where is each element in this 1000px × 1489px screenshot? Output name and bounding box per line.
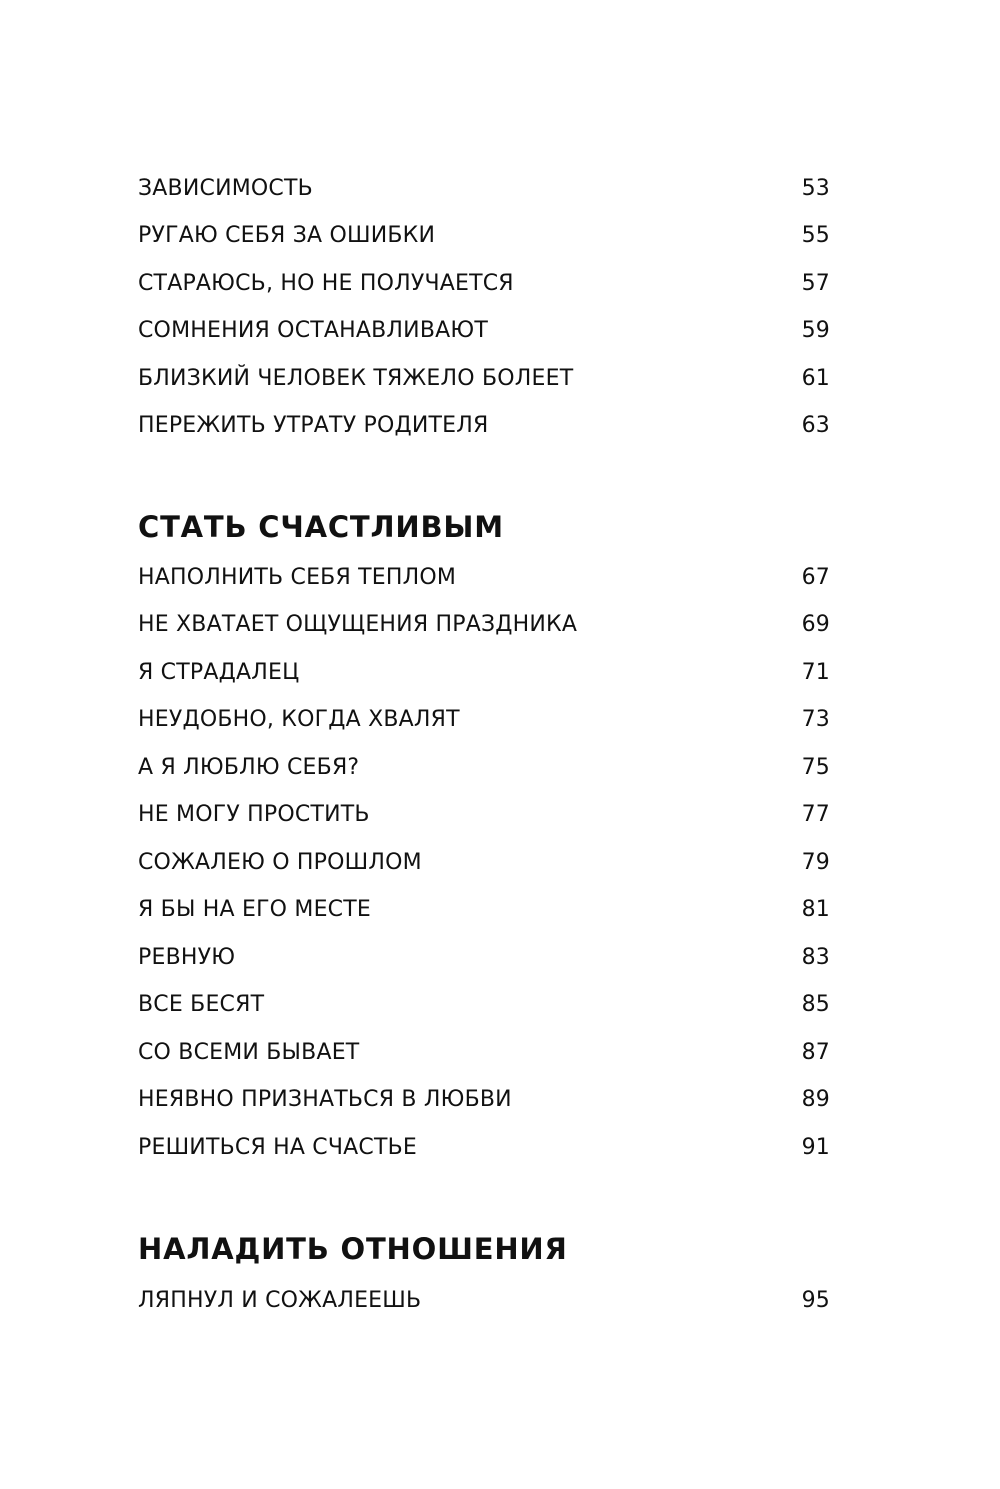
toc-entry[interactable] bbox=[138, 846, 830, 878]
toc-entry[interactable] bbox=[138, 1083, 830, 1115]
toc-entry-title: ВСЕ БЕСЯТ bbox=[138, 991, 265, 1017]
toc-entry[interactable] bbox=[138, 172, 830, 204]
toc-entry-title: Я БЫ НА ЕГО МЕСТЕ bbox=[138, 896, 371, 922]
toc-entry-page: 53 bbox=[801, 175, 830, 201]
toc-entry[interactable] bbox=[138, 751, 830, 783]
toc-entry-page: 91 bbox=[801, 1134, 830, 1160]
toc-entry-page: 61 bbox=[801, 365, 830, 391]
toc-entry-title: НАПОЛНИТЬ СЕБЯ ТЕПЛОМ bbox=[138, 564, 457, 590]
toc-entry-page: 83 bbox=[801, 944, 830, 970]
toc-entry-title: СОМНЕНИЯ ОСТАНАВЛИВАЮТ bbox=[138, 317, 488, 343]
toc-entry[interactable] bbox=[138, 941, 830, 973]
toc-entry[interactable] bbox=[138, 893, 830, 925]
toc-entry-title: ЛЯПНУЛ И СОЖАЛЕЕШЬ bbox=[138, 1287, 422, 1313]
toc-entry-title: ПЕРЕЖИТЬ УТРАТУ РОДИТЕЛЯ bbox=[138, 412, 489, 438]
toc-entry-title: Я СТРАДАЛЕЦ bbox=[138, 659, 300, 685]
toc-entry-title: НЕЯВНО ПРИЗНАТЬСЯ В ЛЮБВИ bbox=[138, 1086, 512, 1112]
toc-entry-title: РУГАЮ СЕБЯ ЗА ОШИБКИ bbox=[138, 222, 436, 248]
toc-entry-title: РЕВНУЮ bbox=[138, 944, 236, 970]
toc-entry[interactable] bbox=[138, 1131, 830, 1163]
toc-entry-page: 71 bbox=[801, 659, 830, 685]
toc-entry-title: СОЖАЛЕЮ О ПРОШЛОМ bbox=[138, 849, 422, 875]
toc-entry[interactable] bbox=[138, 656, 830, 688]
toc-entry-page: 85 bbox=[801, 991, 830, 1017]
toc-entry-page: 73 bbox=[801, 706, 830, 732]
toc-entry-title: ЗАВИСИМОСТЬ bbox=[138, 175, 313, 201]
toc-entry-title: РЕШИТЬСЯ НА СЧАСТЬЕ bbox=[138, 1134, 417, 1160]
section-heading: СТАТЬ СЧАСТЛИВЫМ bbox=[138, 510, 504, 544]
toc-entry-title: СО ВСЕМИ БЫВАЕТ bbox=[138, 1039, 360, 1065]
toc-entry-page: 59 bbox=[801, 317, 830, 343]
toc-entry[interactable] bbox=[138, 267, 830, 299]
toc-entry-page: 95 bbox=[801, 1287, 830, 1313]
toc-entry-page: 67 bbox=[801, 564, 830, 590]
toc-entry[interactable] bbox=[138, 703, 830, 735]
toc-entry-page: 77 bbox=[801, 801, 830, 827]
toc-entry-page: 63 bbox=[801, 412, 830, 438]
toc-entry[interactable] bbox=[138, 608, 830, 640]
toc-entry[interactable] bbox=[138, 1036, 830, 1068]
toc-entry-title: НЕ ХВАТАЕТ ОЩУЩЕНИЯ ПРАЗДНИКА bbox=[138, 611, 578, 637]
toc-entry-page: 75 bbox=[801, 754, 830, 780]
toc-entry-title: СТАРАЮСЬ, НО НЕ ПОЛУЧАЕТСЯ bbox=[138, 270, 514, 296]
toc-entry-title: НЕУДОБНО, КОГДА ХВАЛЯТ bbox=[138, 706, 460, 732]
toc-entry-page: 69 bbox=[801, 611, 830, 637]
toc-entry-title: А Я ЛЮБЛЮ СЕБЯ? bbox=[138, 754, 360, 780]
toc-entry-page: 89 bbox=[801, 1086, 830, 1112]
toc-entry-page: 57 bbox=[801, 270, 830, 296]
toc-entry-title: БЛИЗКИЙ ЧЕЛОВЕК ТЯЖЕЛО БОЛЕЕТ bbox=[138, 365, 574, 391]
toc-entry-page: 55 bbox=[801, 222, 830, 248]
section-heading: НАЛАДИТЬ ОТНОШЕНИЯ bbox=[138, 1232, 568, 1266]
toc-entry[interactable] bbox=[138, 219, 830, 251]
toc-entry-title: НЕ МОГУ ПРОСТИТЬ bbox=[138, 801, 370, 827]
toc-entry[interactable] bbox=[138, 798, 830, 830]
toc-entry-page: 81 bbox=[801, 896, 830, 922]
toc-entry-page: 79 bbox=[801, 849, 830, 875]
toc-entry[interactable] bbox=[138, 1284, 830, 1316]
toc-entry[interactable] bbox=[138, 988, 830, 1020]
toc-entry[interactable] bbox=[138, 409, 830, 441]
toc-entry[interactable] bbox=[138, 314, 830, 346]
toc-entry[interactable] bbox=[138, 362, 830, 394]
toc-entry-page: 87 bbox=[801, 1039, 830, 1065]
toc-entry[interactable] bbox=[138, 561, 830, 593]
